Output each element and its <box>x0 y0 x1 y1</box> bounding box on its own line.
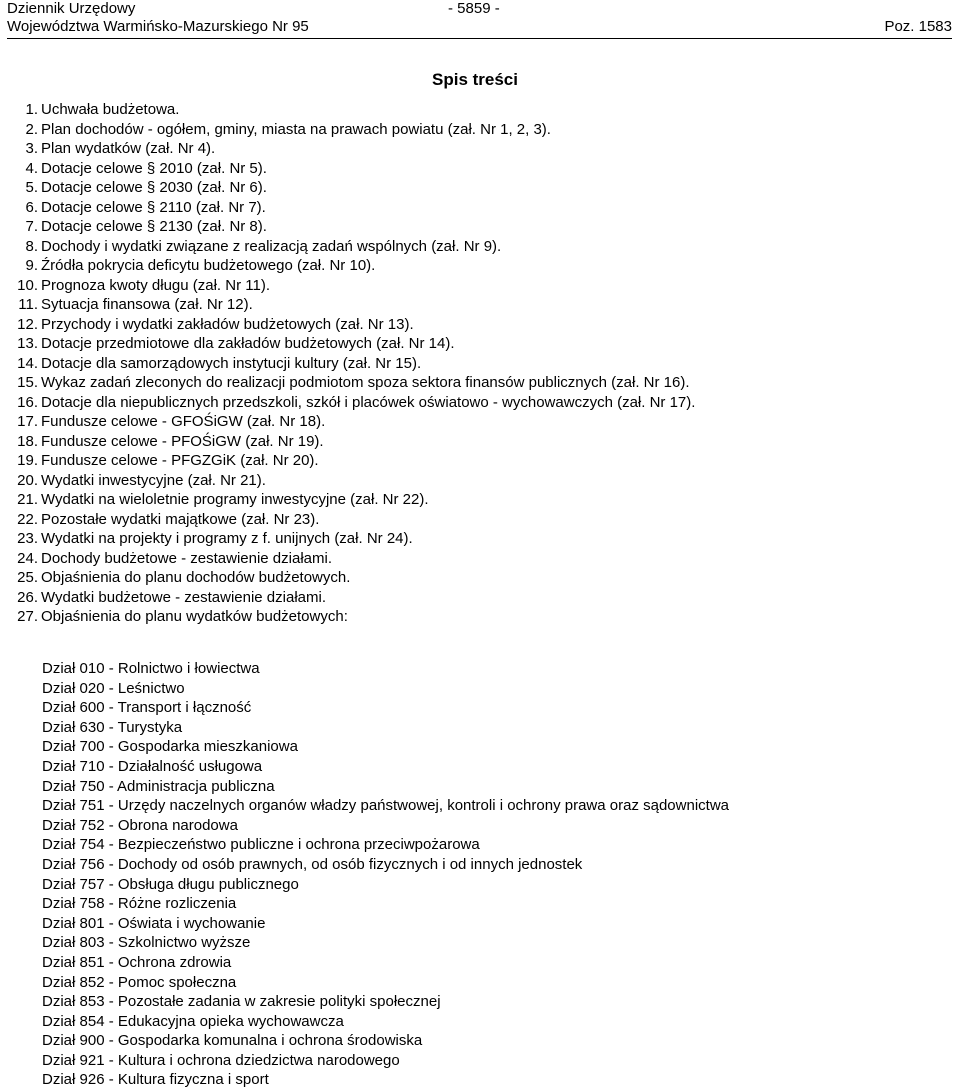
dzial-item: Dział 801 - Oświata i wychowanie <box>42 914 266 932</box>
dzial-item: Dział 852 - Pomoc społeczna <box>42 973 237 991</box>
dzial-item: Dział 921 - Kultura i ochrona dziedzictwa narodowego <box>42 1051 400 1069</box>
toc-item-text: Dochody i wydatki związane z realizacją zadań wspólnych (zał. Nr 9). <box>41 237 502 255</box>
toc-item <box>0 100 960 120</box>
dzial-item: Dział 630 - Turystyka <box>42 718 183 736</box>
toc-item <box>0 354 960 374</box>
toc-item <box>0 276 960 296</box>
toc-item <box>0 120 960 140</box>
toc-item-text: Wydatki budżetowe - zestawienie działami. <box>41 588 326 606</box>
toc-item-number: 12. <box>17 315 38 333</box>
table-of-contents <box>0 100 960 627</box>
dzial-item: Dział 751 - Urzędy naczelnych organów władzy państwowej, kontroli i ochrony prawa oraz sądownictwa <box>42 797 729 815</box>
dzial-item: Dział 600 - Transport i łączność <box>42 699 252 717</box>
toc-item-text: Dotacje celowe § 2130 (zał. Nr 8). <box>41 218 267 235</box>
toc-item-number: 23. <box>17 530 38 547</box>
dzial-item: Dział 020 - Leśnictwo <box>42 679 185 697</box>
dzial-item: Dział 803 - Szkolnictwo wyższe <box>42 934 251 952</box>
toc-item-number: 14. <box>17 354 38 372</box>
toc-item <box>0 451 960 471</box>
toc-item <box>0 549 960 569</box>
toc-item-number: 8. <box>25 237 38 255</box>
toc-item-number: 25. <box>17 569 38 586</box>
header-rule <box>7 38 952 39</box>
toc-item-number: 11. <box>18 296 38 313</box>
dzial-item: Dział 757 - Obsługa długu publicznego <box>42 875 299 893</box>
toc-item <box>0 607 960 627</box>
toc-item-number: 24. <box>17 549 38 567</box>
toc-item-number: 17. <box>17 413 38 430</box>
toc-item-text: Uchwała budżetowa. <box>41 101 180 118</box>
toc-item-text: Wykaz zadań zleconych do realizacji podmiotom spoza sektora finansów publicznych (zał. Nr 16). <box>41 374 690 391</box>
toc-item-text: Wydatki inwestycyjne (zał. Nr 21). <box>41 471 266 489</box>
toc-item <box>0 510 960 530</box>
toc-item-text: Plan wydatków (zał. Nr 4). <box>41 140 216 157</box>
dzial-item: Dział 700 - Gospodarka mieszkaniowa <box>42 738 298 756</box>
toc-item <box>0 432 960 452</box>
toc-item-text: Źródła pokrycia deficytu budżetowego (zał. Nr 10). <box>41 257 376 274</box>
toc-item-text: Wydatki na wieloletnie programy inwestycyjne (zał. Nr 22). <box>41 491 429 508</box>
toc-item-text: Dochody budżetowe - zestawienie działami. <box>41 549 332 567</box>
toc-item <box>0 256 960 276</box>
toc-item-text: Pozostałe wydatki majątkowe (zał. Nr 23). <box>41 510 320 528</box>
toc-item-text: Wydatki na projekty i programy z f. unijnych (zał. Nr 24). <box>41 530 413 547</box>
toc-item-text: Przychody i wydatki zakładów budżetowych (zał. Nr 13). <box>41 315 414 333</box>
toc-item <box>0 198 960 218</box>
position-number: Poz. 1583 <box>884 18 952 35</box>
toc-item-text: Plan dochodów - ogółem, gminy, miasta na prawach powiatu (zał. Nr 1, 2, 3). <box>41 120 551 138</box>
dzial-item: Dział 750 - Administracja publiczna <box>42 777 275 795</box>
toc-item-number: 18. <box>17 432 38 450</box>
dzial-item: Dział 851 - Ochrona zdrowia <box>42 953 232 971</box>
toc-item-number: 10. <box>17 276 38 294</box>
dzial-item: Dział 853 - Pozostałe zadania w zakresie polityki społecznej <box>42 993 441 1011</box>
toc-item-text: Fundusze celowe - PFGZGiK (zał. Nr 20). <box>41 452 319 469</box>
toc-item <box>0 373 960 393</box>
toc-item <box>0 412 960 432</box>
toc-item <box>0 490 960 510</box>
toc-item-text: Dotacje przedmiotowe dla zakładów budżetowych (zał. Nr 14). <box>41 335 455 352</box>
toc-item-text: Dotacje dla niepublicznych przedszkoli, szkół i placówek oświatowo - wychowawczych (zał. Nr 17). <box>41 393 696 411</box>
dzial-item: Dział 900 - Gospodarka komunalna i ochrona środowiska <box>42 1032 423 1050</box>
toc-item-number: 15. <box>17 374 38 391</box>
toc-item <box>0 334 960 354</box>
toc-item <box>0 217 960 237</box>
toc-item-number: 7. <box>25 218 38 235</box>
toc-item <box>0 159 960 179</box>
toc-item-number: 13. <box>17 335 38 352</box>
toc-item-number: 4. <box>25 159 38 177</box>
toc-item <box>0 139 960 159</box>
toc-item-text: Objaśnienia do planu wydatków budżetowych: <box>41 608 348 625</box>
dzial-list <box>42 659 942 1090</box>
journal-title: Dziennik Urzędowy <box>7 0 136 17</box>
dzial-item: Dział 926 - Kultura fizyczna i sport <box>42 1071 269 1089</box>
toc-item <box>0 588 960 608</box>
toc-item-number: 27. <box>17 608 38 625</box>
toc-item-text: Objaśnienia do planu dochodów budżetowych. <box>41 569 351 586</box>
dzial-item: Dział 010 - Rolnictwo i łowiectwa <box>42 660 260 677</box>
page-number: - 5859 - <box>448 0 500 17</box>
toc-item-number: 21. <box>17 491 38 508</box>
dzial-item: Dział 752 - Obrona narodowa <box>42 816 238 834</box>
toc-item <box>0 529 960 549</box>
toc-item-number: 6. <box>25 198 38 216</box>
toc-item-number: 1. <box>25 101 38 118</box>
page-title: Spis treści <box>432 70 518 89</box>
toc-item <box>0 393 960 413</box>
toc-item <box>0 471 960 491</box>
toc-item-number: 19. <box>17 452 38 469</box>
toc-item-number: 20. <box>17 471 38 489</box>
dzial-item: Dział 854 - Edukacyjna opieka wychowawcza <box>42 1012 344 1030</box>
toc-item-text: Fundusze celowe - PFOŚiGW (zał. Nr 19). <box>41 432 324 450</box>
toc-item-number: 16. <box>17 393 38 411</box>
toc-item-number: 22. <box>17 510 38 528</box>
toc-item-number: 2. <box>25 120 38 138</box>
dzial-item: Dział 710 - Działalność usługowa <box>42 757 263 775</box>
toc-item-number: 5. <box>25 179 38 196</box>
dzial-item: Dział 754 - Bezpieczeństwo publiczne i ochrona przeciwpożarowa <box>42 836 480 854</box>
toc-item-number: 9. <box>25 257 38 274</box>
dzial-item: Dział 758 - Różne rozliczenia <box>42 895 237 913</box>
toc-item-number: 3. <box>25 140 38 157</box>
toc-item <box>0 568 960 588</box>
toc-item-text: Dotacje celowe § 2010 (zał. Nr 5). <box>41 159 267 177</box>
toc-item-text: Dotacje celowe § 2030 (zał. Nr 6). <box>41 179 267 196</box>
toc-item-text: Dotacje dla samorządowych instytucji kultury (zał. Nr 15). <box>41 354 422 372</box>
toc-item <box>0 315 960 335</box>
toc-item <box>0 295 960 315</box>
toc-item-text: Fundusze celowe - GFOŚiGW (zał. Nr 18). <box>41 413 326 430</box>
dzial-item: Dział 756 - Dochody od osób prawnych, od osób fizycznych i od innych jednostek <box>42 855 583 873</box>
journal-region: Województwa Warmińsko-Mazurskiego Nr 95 <box>7 18 309 35</box>
toc-item-text: Dotacje celowe § 2110 (zał. Nr 7). <box>41 198 266 216</box>
toc-item-text: Sytuacja finansowa (zał. Nr 12). <box>41 296 253 313</box>
toc-item-text: Prognoza kwoty długu (zał. Nr 11). <box>41 276 270 294</box>
toc-item <box>0 237 960 257</box>
toc-item-number: 26. <box>17 588 38 606</box>
toc-item <box>0 178 960 198</box>
